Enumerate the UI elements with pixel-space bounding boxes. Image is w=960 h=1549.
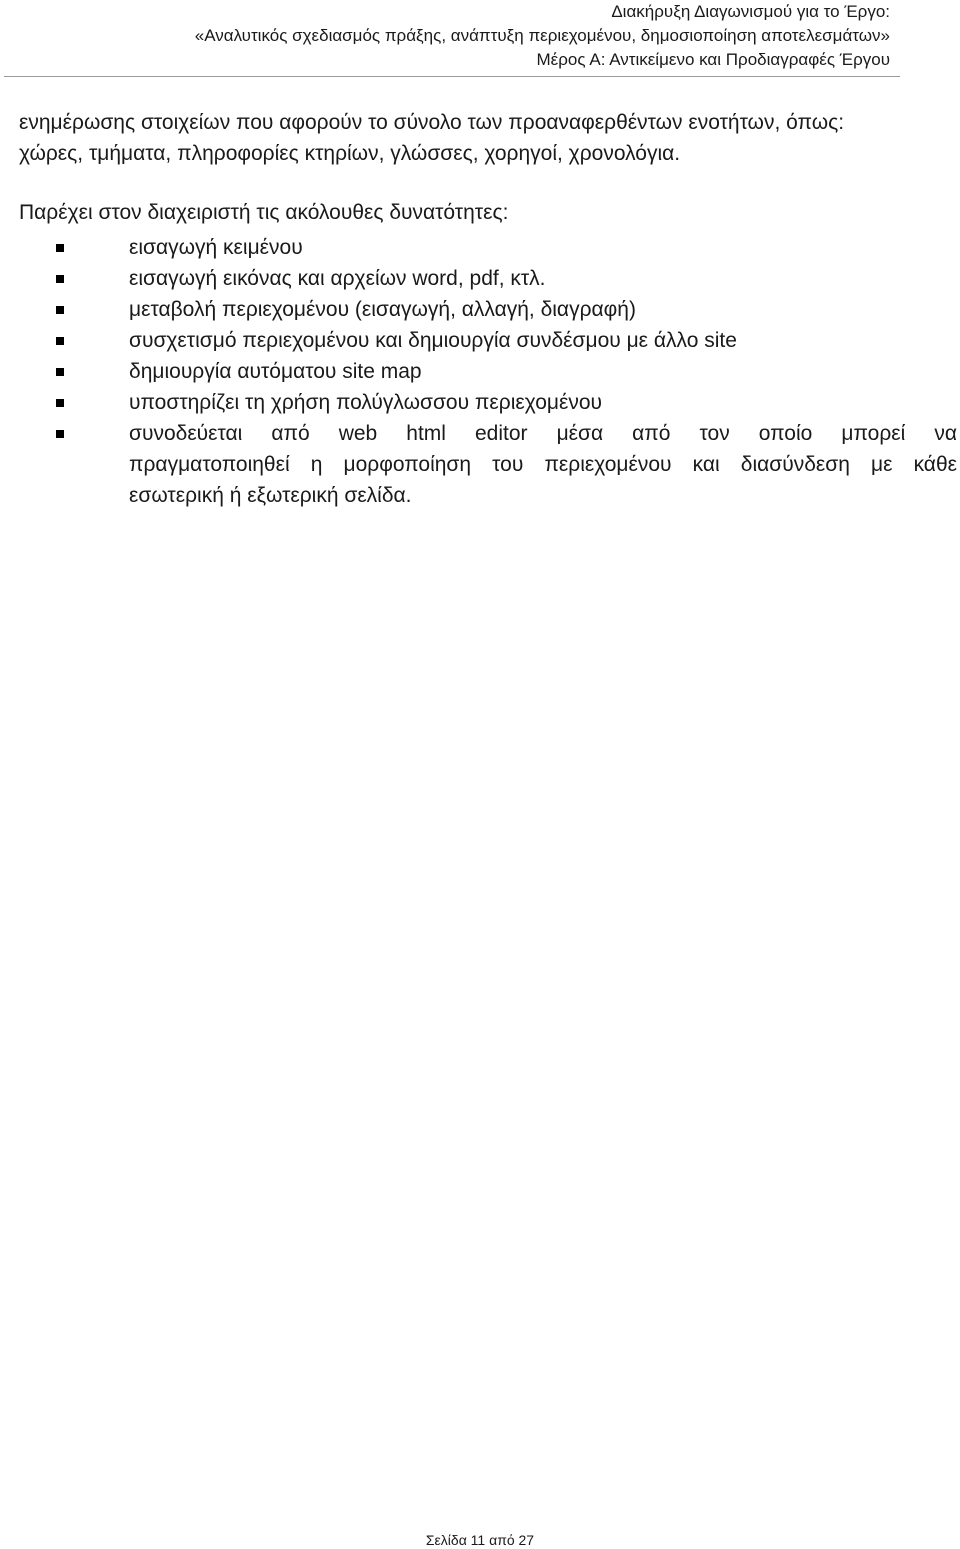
list-item [0, 294, 960, 325]
list-item-text: δημιουργία αυτόματου site map [129, 360, 422, 383]
list-item-text: μεταβολή περιεχομένου (εισαγωγή, αλλαγή, διαγραφή) [129, 298, 636, 321]
square-bullet-icon [56, 368, 64, 376]
header-project-title: «Αναλυτικός σχεδιασμός πράξης, ανάπτυξη περιεχομένου, δημοσιοποίηση αποτελεσμάτων» [194, 26, 890, 45]
square-bullet-icon [56, 337, 64, 345]
list-item [0, 356, 960, 387]
list-item [0, 232, 960, 263]
list-item-text: συσχετισμό περιεχομένου και δημιουργία συνδέσμου με άλλο site [129, 329, 737, 352]
square-bullet-icon [56, 399, 64, 407]
square-bullet-icon [56, 306, 64, 314]
list-item [0, 387, 960, 418]
page-header [4, 0, 900, 77]
list-item [0, 325, 960, 356]
list-item-text: εισαγωγή κειμένου [129, 236, 303, 259]
square-bullet-icon [56, 430, 64, 438]
list-item-text-line: συνοδεύεται από web html editor μέσα από τον οποίο μπορεί να [129, 422, 957, 445]
list-item [0, 263, 960, 294]
page-number: Σελίδα 11 από 27 [425, 1532, 535, 1548]
paragraph-line: χώρες, τμήματα, πληροφορίες κτηρίων, γλώσσες, χορηγοί, χρονολόγια. [19, 142, 681, 165]
list-item [0, 418, 960, 511]
list-item-text-line: πραγματοποιηθεί η μορφοποίηση του περιεχομένου και διασύνδεση με κάθε [129, 453, 957, 476]
list-item-text: υποστηρίζει τη χρήση πολύγλωσσου περιεχομένου [129, 391, 602, 414]
square-bullet-icon [56, 244, 64, 252]
capabilities-intro: Παρέχει στον διαχειριστή τις ακόλουθες δυνατότητες: [19, 201, 509, 224]
header-section-title: Μέρος Α: Αντικείμενο και Προδιαγραφές Έργου [536, 50, 890, 69]
list-item-text-line: εσωτερική ή εξωτερική σελίδα. [129, 484, 412, 507]
header-tender-title: Διακήρυξη Διαγωνισμού για το Έργο: [611, 2, 890, 21]
capabilities-list [0, 232, 960, 511]
paragraph-line: ενημέρωσης στοιχείων που αφορούν το σύνολο των προαναφερθέντων ενοτήτων, όπως: [19, 111, 845, 134]
list-item-text: εισαγωγή εικόνας και αρχείων word, pdf, κτλ. [129, 267, 546, 290]
square-bullet-icon [56, 275, 64, 283]
